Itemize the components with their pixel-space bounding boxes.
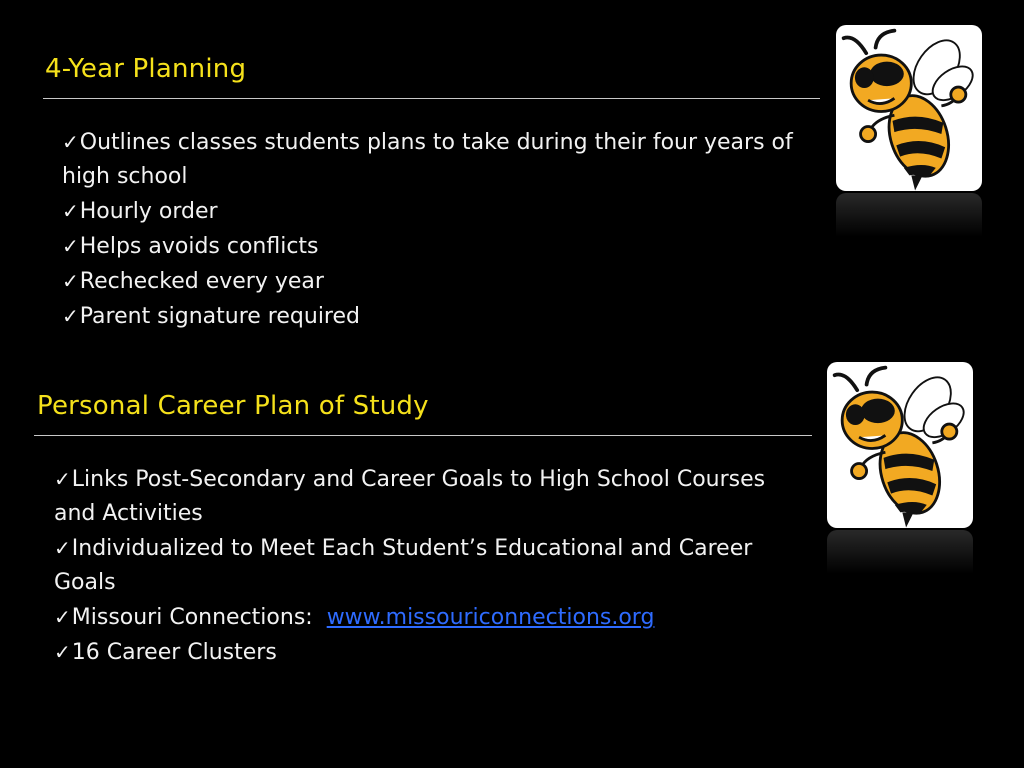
- bullet-item: [62, 229, 802, 264]
- bullet-text: 16 Career Clusters: [71, 640, 277, 665]
- checkmark-icon: ✓: [62, 234, 79, 258]
- section-2-bullet-list: [54, 462, 804, 670]
- checkmark-icon: ✓: [54, 467, 71, 491]
- bullet-text: Parent signature required: [79, 304, 360, 329]
- checkmark-icon: ✓: [54, 605, 71, 629]
- mascot-card: [827, 362, 973, 528]
- yellow-jacket-mascot-icon: [836, 25, 982, 191]
- checkmark-icon: ✓: [54, 640, 71, 664]
- bullet-text: Individualized to Meet Each Student’s Educational and Career Goals: [54, 536, 753, 595]
- bullet-item: [62, 299, 802, 334]
- checkmark-icon: ✓: [54, 536, 71, 560]
- checkmark-icon: ✓: [62, 130, 79, 154]
- checkmark-icon: ✓: [62, 269, 79, 293]
- checkmark-icon: ✓: [62, 304, 79, 328]
- bullet-text: Helps avoids conflicts: [79, 234, 319, 259]
- missouri-connections-link[interactable]: www.missouriconnections.org: [326, 605, 655, 630]
- section-1-title: 4-Year Planning: [45, 54, 247, 84]
- section-2-title: Personal Career Plan of Study: [37, 391, 429, 421]
- bullet-item: [54, 462, 804, 531]
- bullet-item: [54, 600, 804, 635]
- bullet-text: Outlines classes students plans to take during their four years of high school: [62, 130, 793, 189]
- yellow-jacket-mascot-icon: [827, 362, 973, 528]
- section-2-divider: [34, 435, 812, 436]
- checkmark-icon: ✓: [62, 199, 79, 223]
- mascot-card: [836, 25, 982, 191]
- section-1-bullet-list: [62, 125, 802, 334]
- bullet-text: Links Post-Secondary and Career Goals to High School Courses and Activities: [54, 467, 766, 526]
- section-1-divider: [43, 98, 820, 99]
- bullet-item: [62, 194, 802, 229]
- bullet-item: [54, 635, 804, 670]
- bullet-item: [62, 125, 802, 194]
- mascot-reflection: [827, 530, 973, 574]
- bullet-item: [54, 531, 804, 600]
- bullet-text: Rechecked every year: [79, 269, 324, 294]
- bullet-text: Hourly order: [79, 199, 218, 224]
- mascot-image-1: [836, 25, 982, 237]
- mascot-image-2: [827, 362, 973, 574]
- bullet-text: Missouri Connections:: [71, 605, 327, 630]
- bullet-item: [62, 264, 802, 299]
- mascot-reflection: [836, 193, 982, 237]
